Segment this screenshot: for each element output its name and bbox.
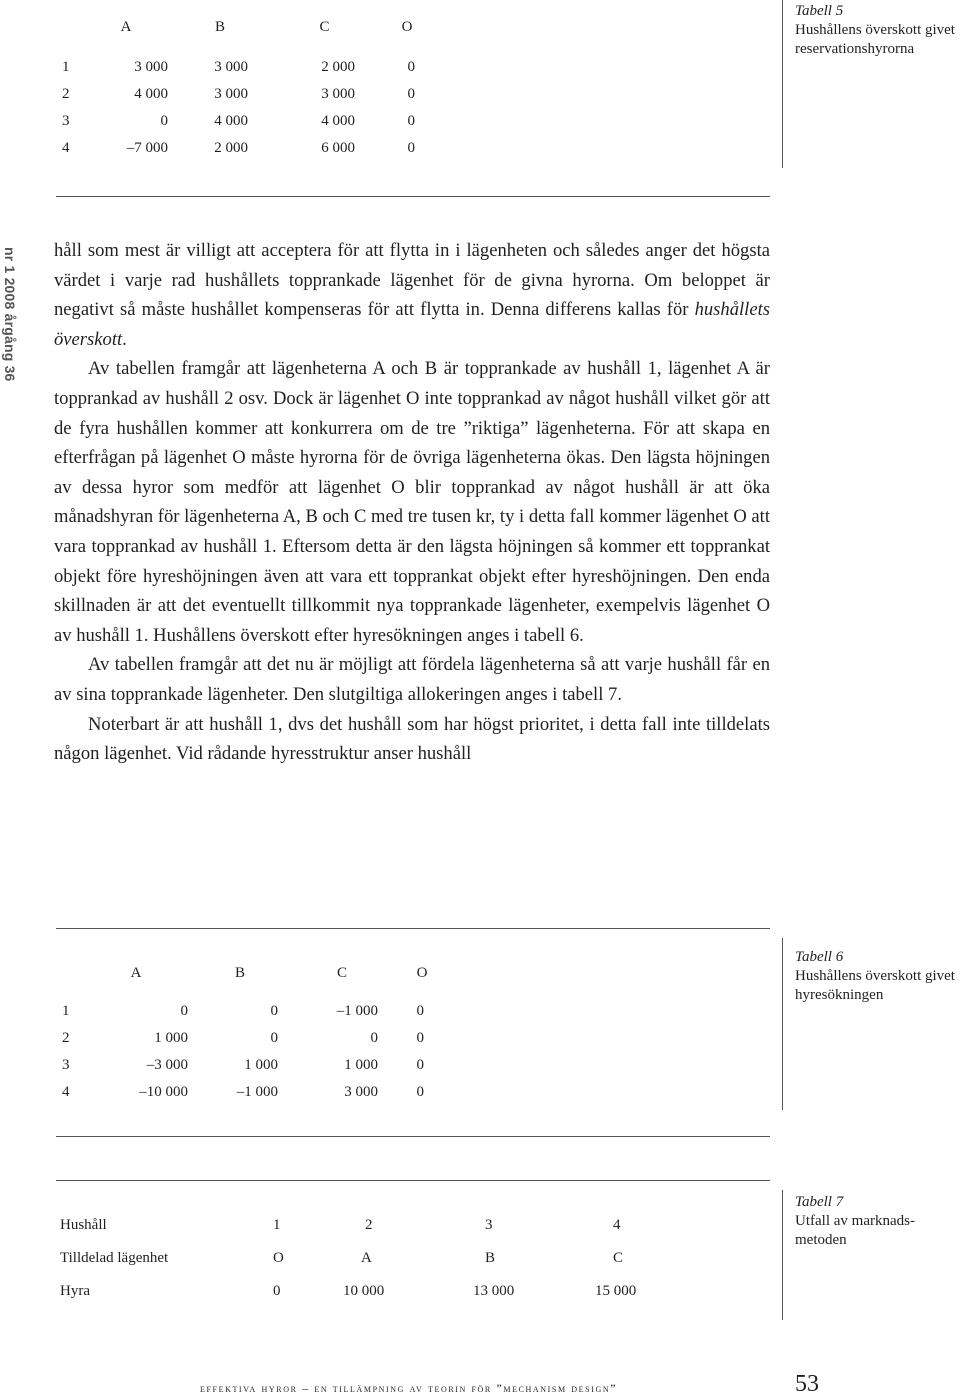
table-row	[62, 108, 437, 135]
table5-cell: 0	[407, 86, 415, 102]
table6-caption	[795, 948, 960, 1005]
table6-cell: 1 000	[344, 1057, 378, 1073]
table5-cell: 4 000	[321, 113, 355, 129]
table5-cell: 4	[62, 140, 70, 156]
table7-cell: Hyra	[60, 1283, 90, 1299]
paragraph	[54, 236, 770, 354]
table7-caption-text: Utfall av marknadsmetoden	[795, 1213, 915, 1248]
table6-cell: 0	[416, 1057, 424, 1073]
body-text	[54, 236, 770, 769]
table6-cell: 0	[270, 1003, 278, 1019]
table5-caption-text: Hushållens överskott givet reservationshyrorna	[795, 22, 955, 57]
table7-cell: O	[273, 1250, 284, 1266]
paragraph-text: .	[122, 328, 127, 350]
table6-cell: –3 000	[146, 1057, 188, 1073]
table7-caption-title: Tabell 7	[795, 1194, 844, 1210]
table7-cell: 4	[613, 1217, 621, 1233]
table6-cell: 0	[180, 1003, 188, 1019]
journal-issue-sidebar: nr 1 2008 årgång 36	[2, 247, 18, 382]
table5-header-cell: B	[214, 18, 225, 35]
table6-header-row	[62, 958, 452, 988]
table7-cell: Hushåll	[60, 1217, 107, 1233]
table6-caption-title: Tabell 6	[795, 949, 844, 965]
paragraph-text: håll som mest är villigt att acceptera för att flytta in i lägenheten och således anger det högsta värdet i varje rad hushållets topprankade lägenhet för de givna hyrorna. Om beloppet är negativt så måste hushållet kompenseras för att flytta in. Denna differens kallas för	[54, 240, 770, 321]
table-row	[62, 81, 437, 108]
table5-header-cell: A	[120, 18, 132, 35]
table5-header-cell: O	[401, 18, 413, 35]
table6-cell: 0	[416, 1030, 424, 1046]
table5-cell: 3 000	[214, 86, 248, 102]
table5-cell: 2 000	[214, 140, 248, 156]
table5-cell: 4 000	[214, 113, 248, 129]
table6-cell: –1 000	[336, 1003, 378, 1019]
paragraph: Noterbart är att hushåll 1, dvs det hushåll som har högst prioritet, i detta fall inte tilldelats någon lägenhet. Vid rådande hyresstruktur anser hushåll	[54, 713, 770, 765]
table7-cell: 15 000	[595, 1283, 637, 1299]
table6-header-cell: B	[234, 964, 245, 981]
table6-cell: 0	[416, 1084, 424, 1100]
table5-header-row	[62, 12, 437, 42]
table7-cell: C	[613, 1250, 624, 1266]
table6-caption-text: Hushållens överskott givet hyresökningen	[795, 968, 955, 1003]
table5-cell: 3	[62, 113, 70, 129]
table6-cell: 2	[62, 1030, 70, 1046]
table6-bottom-rule	[56, 1136, 770, 1137]
paragraph: Av tabellen framgår att det nu är möjligt att fördela lägenheterna så att varje hushåll får en av sina topprankade lägenheter. Den slutgiltiga allokeringen anges i tabell 7.	[54, 654, 770, 705]
table-row	[62, 1052, 452, 1079]
table7-cell: B	[485, 1250, 496, 1266]
table7-caption	[795, 1193, 960, 1250]
table-row	[60, 1242, 673, 1275]
table5-cell: 2	[62, 86, 70, 102]
table6-cell: –10 000	[139, 1084, 188, 1100]
table5-cell: 0	[407, 59, 415, 75]
table5-bottom-rule	[56, 196, 770, 197]
table5-cell: 3 000	[214, 59, 248, 75]
table5-cell: 3 000	[321, 86, 355, 102]
table5-cell: 3 000	[134, 59, 168, 75]
table7	[60, 1209, 673, 1308]
table5-separator	[782, 0, 783, 168]
table6-cell: 1	[62, 1003, 70, 1019]
table7-cell: A	[361, 1250, 372, 1266]
table7-cell: 3	[485, 1217, 493, 1233]
table7-top-rule	[56, 1180, 770, 1181]
table5-header-cell: C	[319, 18, 330, 35]
table6-header-cell	[62, 958, 84, 988]
table6-top-rule	[56, 928, 770, 929]
table6-cell: 3 000	[344, 1084, 378, 1100]
table-row	[62, 1025, 452, 1052]
table5-cell: 0	[407, 140, 415, 156]
table5-cell: 6 000	[321, 140, 355, 156]
table7-separator	[782, 1190, 783, 1320]
table-row	[60, 1209, 673, 1242]
table6-cell: 0	[270, 1030, 278, 1046]
table-row	[62, 135, 437, 162]
table7-cell: 2	[365, 1217, 373, 1233]
table5-cell: 1	[62, 59, 70, 75]
table5-cell: 4 000	[134, 86, 168, 102]
table6-header-cell: C	[336, 964, 347, 981]
table6-cell: 1 000	[154, 1030, 188, 1046]
table6-cell: 0	[416, 1003, 424, 1019]
table-row	[62, 998, 452, 1025]
table5-caption-title: Tabell 5	[795, 3, 844, 19]
table6-cell: 4	[62, 1084, 70, 1100]
table5-header-cell	[62, 12, 84, 42]
running-title: effektiva hyror – en tillämpning av teorin för ”mechanism design”	[200, 1381, 618, 1395]
table7-cell: Tilldelad lägenhet	[60, 1250, 169, 1266]
table5-cell: –7 000	[126, 140, 168, 156]
table5-cell: 0	[407, 113, 415, 129]
table6-header-cell: A	[130, 964, 142, 981]
table6-cell: 1 000	[244, 1057, 278, 1073]
table5	[62, 12, 437, 162]
table6-cell: 0	[370, 1030, 378, 1046]
table-row	[62, 54, 437, 81]
paragraph: Av tabellen framgår att lägenheterna A och B är topprankade av hushåll 1, lägenhet A är topprankad av hushåll 2 osv. Dock är lägenhet O inte topprankad av något hushåll vilket gör att de fyra hushållen kommer att konkurrera om de tre ”riktiga” lägenheterna. För att skapa en efterfrågan på lägenhet O måste hyrorna för de övriga lägenheterna ökas. Den lägsta höjningen av dessa hyror som medför att lägenhet O blir topprankad av något hushåll är att öka månadshyran för lägenheterna A, B och C med tre tusen kr, ty i detta fall kommer lägenhet O att vara topprankad av hushåll 1. Eftersom detta är den lägsta höjningen så kommer ett topprankat objekt före hyreshöjningen även att vara ett topprankat objekt efter hyreshöjningen. Den enda skillnaden är att det eventuellt tillkommit nya topprankade lägenheter, exempelvis lägenhet O av hushåll 1. Hushållens överskott efter hyresökningen anges i tabell 6.	[54, 358, 770, 646]
table7-cell: 13 000	[473, 1283, 515, 1299]
page-number: 53	[795, 1371, 819, 1397]
table6	[62, 958, 452, 1106]
table7-cell: 10 000	[343, 1283, 385, 1299]
table-row	[60, 1275, 673, 1308]
table6-header-cell: O	[416, 964, 428, 981]
table7-cell: 0	[273, 1283, 281, 1299]
table5-caption	[795, 2, 960, 59]
table6-cell: –1 000	[236, 1084, 278, 1100]
table6-cell: 3	[62, 1057, 70, 1073]
table5-cell: 0	[160, 113, 168, 129]
table-row	[62, 1079, 452, 1106]
table7-cell: 1	[273, 1217, 281, 1233]
emphasis-term: hushållets överskott	[54, 299, 770, 350]
table6-separator	[782, 938, 783, 1110]
table5-cell: 2 000	[321, 59, 355, 75]
